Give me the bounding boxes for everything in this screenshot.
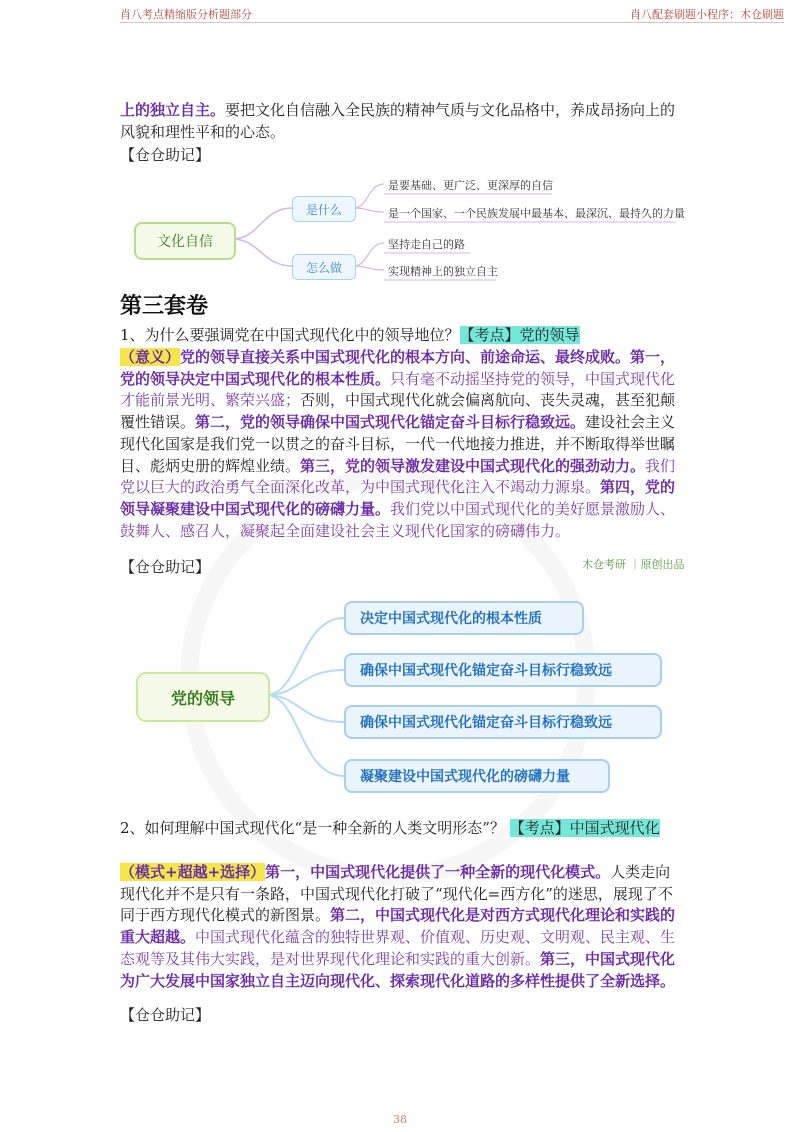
q2-s2: 人类走向现代化并不是只有一条路，中国式现代化打破了“现代化=西方化”的迷思，展现了不同于西方现代化模式的新图景。 bbox=[120, 863, 673, 925]
header-right: 肖八配套刷题小程序：木仓刷题 bbox=[630, 8, 784, 21]
intro-text: 要把文化自信融入全民族的精神气质与文化品格中，养成昂扬向上的风貌和理性平和的心态。 bbox=[120, 101, 676, 141]
q1-answer bbox=[120, 347, 680, 542]
mindmap2-leaf: 决定中国式现代化的根本性质 bbox=[344, 601, 584, 635]
q2-question bbox=[120, 818, 680, 840]
q2-tag: 【考点】中国式现代化 bbox=[509, 819, 660, 837]
mindmap1-leaf: 实现精神上的独立自主 bbox=[388, 265, 498, 278]
note-label-2: 【仓仓助记】 bbox=[120, 558, 211, 576]
header-left: 肖八考点精缩版分析题部分 bbox=[120, 8, 252, 21]
q1-s6: 建设社会主义现代化国家是我们党一以贯之的奋斗目标，一代一代地接力推进，并不断取得举世瞩目、彪炳史册的辉煌业绩。 bbox=[120, 413, 676, 475]
q1-keyword: （意义） bbox=[120, 348, 181, 366]
page-number: 38 bbox=[393, 1113, 407, 1126]
q1-s3: 只有毫不动摇坚持党的领导，中国式现代化才能前景光明、繁荣兴盛； bbox=[120, 369, 676, 410]
mindmap2-leaf: 确保中国式现代化锚定奋斗目标行稳致远 bbox=[344, 653, 662, 687]
q1-s8: 我们党以巨大的政治勇气全面深化改革，为中国式现代化注入不竭动力源泉。 bbox=[120, 456, 676, 497]
q2-s1: 第一，中国式现代化提供了一种全新的现代化模式。 bbox=[265, 863, 611, 881]
mindmap1-leaf: 是一个国家、一个民族发展中最基本、最深沉、最持久的力量 bbox=[388, 207, 685, 220]
q1-s10: 我们党以中国式现代化的美好愿景激励人、鼓舞人、感召人，凝聚起全面建设社会主义现代化国家的磅礴伟力。 bbox=[120, 499, 676, 540]
q1-s9: 第四，党的领导凝聚建设中国式现代化的磅礴力量。 bbox=[120, 478, 676, 518]
q1-question-text: 1、为什么要强调党在中国式现代化中的领导地位？ bbox=[120, 326, 460, 344]
q1-s5: 第二，党的领导确保中国式现代化锚定奋斗目标行稳致远。 bbox=[195, 413, 586, 432]
mindmap2-root: 党的领导 bbox=[136, 672, 270, 722]
mindmap1-branch-how: 怎么做 bbox=[292, 254, 356, 280]
q2-answer bbox=[120, 862, 680, 992]
q2-s3: 第二，中国式现代化是对西方式现代化理论和实践的重大超越。 bbox=[120, 906, 676, 947]
mindmap1-root: 文化自信 bbox=[134, 222, 236, 260]
q1-s1: 党的领导直接关系中国式现代化的根本方向、前途命运、最终成败。 bbox=[180, 348, 631, 366]
q1-s7: 第三，党的领导激发建设中国式现代化的强劲动力。 bbox=[300, 456, 646, 475]
q1-s4: 否则，中国式现代化就会偏离航向、丧失灵魂，甚至犯颠覆性错误。 bbox=[120, 391, 676, 432]
q2-s5: 第三，中国式现代化为广大发展中国家独立自主迈向现代化、探索现代化道路的多样性提供了全新选择。 bbox=[120, 949, 676, 990]
mindmap1-leaf: 是要基础、更广泛、更深厚的自信 bbox=[388, 179, 553, 192]
intro-bold: 上的独立自主。 bbox=[120, 101, 226, 119]
mindmap1-connectors bbox=[0, 0, 800, 300]
section-title: 第三套卷 bbox=[120, 294, 209, 319]
mindmap2-leaf: 凝聚建设中国式现代化的磅礴力量 bbox=[344, 759, 610, 793]
q1-question bbox=[120, 325, 680, 347]
mindmap2-leaf: 确保中国式现代化锚定奋斗目标行稳致远 bbox=[344, 705, 662, 739]
q2-keyword: （模式+超越+选择） bbox=[120, 863, 266, 881]
mindmap1-branch-what: 是什么 bbox=[292, 196, 356, 222]
note-label-1: 【仓仓助记】 bbox=[120, 146, 211, 164]
q2-question-text: 2、如何理解中国式现代化“是一种全新的人类文明形态”？ bbox=[120, 819, 505, 837]
q1-s2: 第一，党的领导决定中国式现代化的根本性质。 bbox=[120, 348, 676, 388]
note-label-3: 【仓仓助记】 bbox=[120, 1006, 211, 1024]
brand-stamp: 木仓考研 ｜原创出品 bbox=[582, 558, 685, 571]
q1-tag: 【考点】党的领导 bbox=[459, 326, 580, 344]
mindmap1-leaf: 坚持走自己的路 bbox=[388, 238, 465, 251]
q2-s4: 中国式现代化蕴含的独特世界观、价值观、历史观、文明观、民主观、生态观等及其伟大实践，是对世界现代化理论和实践的重大创新。 bbox=[120, 928, 676, 968]
